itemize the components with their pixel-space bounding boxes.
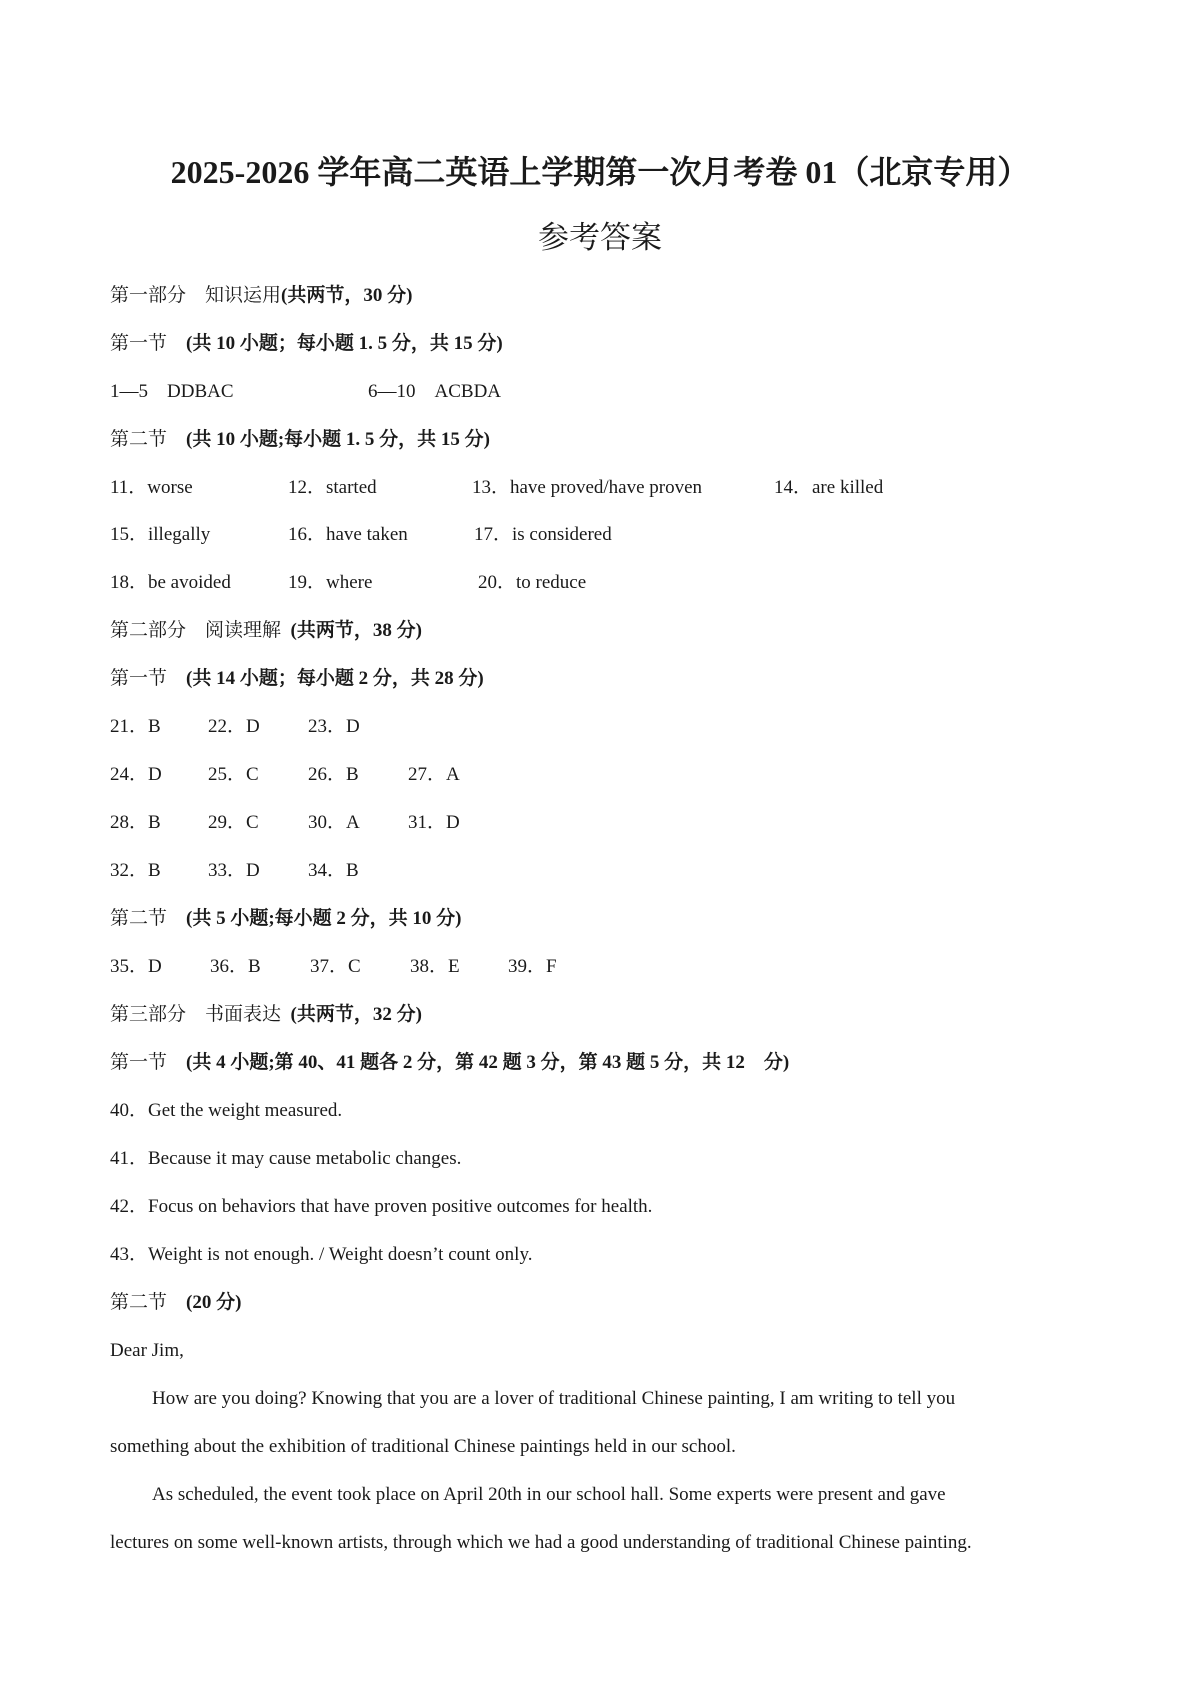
part2-sec1-label: 第一节 <box>110 668 168 689</box>
letter-line-1: How are you doing? Knowing that you are a lover of traditional Chinese painting, I am writing to tell you <box>152 1388 956 1409</box>
answer-12: 12．started <box>288 477 377 498</box>
part1-heading-score: (共两节，30 分) <box>281 285 413 306</box>
answer-37: 37．C <box>310 956 361 977</box>
answer-15: 15．illegally <box>110 524 211 545</box>
part1-sec1-label: 第一节 <box>110 333 168 354</box>
answer-16: 16．have taken <box>288 524 408 545</box>
answer-27: 27．A <box>408 764 460 785</box>
answer-42: 42．Focus on behaviors that have proven positive outcomes for health. <box>110 1196 653 1217</box>
answer-23: 23．D <box>308 716 360 737</box>
answer-43: 43．Weight is not enough. / Weight doesn’t count only. <box>110 1244 533 1265</box>
answer-18: 18．be avoided <box>110 572 231 593</box>
part3-sec1-heading <box>110 1050 789 1076</box>
part2-heading-score: (共两节，38 分) <box>290 620 422 641</box>
part1-sec2-score: (共 10 小题;每小题 1. 5 分，共 15 分) <box>186 429 490 450</box>
part1-sec1-score: (共 10 小题；每小题 1. 5 分，共 15 分) <box>186 333 503 354</box>
answer-34: 34．B <box>308 860 359 881</box>
letter-salutation: Dear Jim, <box>110 1340 184 1361</box>
letter-line-4: lectures on some well-known artists, through which we had a good understanding of traditional Chinese painting. <box>110 1532 972 1553</box>
answer-17: 17．is considered <box>474 524 612 545</box>
answer-36: 36．B <box>210 956 261 977</box>
part2-heading-label: 第二部分 阅读理解 <box>110 620 282 641</box>
answer-24: 24．D <box>110 764 162 785</box>
part1-heading-label: 第一部分 知识运用 <box>110 285 282 306</box>
answer-21: 21．B <box>110 716 161 737</box>
answer-40: 40．Get the weight measured. <box>110 1100 343 1121</box>
answer-19: 19．where <box>288 572 373 593</box>
part3-sec2-score: (20 分) <box>186 1292 242 1313</box>
answer-28: 28．B <box>110 812 161 833</box>
part3-sec1-score: (共 4 小题;第 40、41 题各 2 分，第 42 题 3 分，第 43 题 5 分，共 12 分) <box>186 1052 790 1073</box>
part1-sec2-label: 第二节 <box>110 429 168 450</box>
letter-line-3: As scheduled, the event took place on April 20th in our school hall. Some experts were present and gave <box>152 1484 946 1505</box>
answer-29: 29．C <box>208 812 259 833</box>
part3-sec2-heading <box>110 1290 241 1316</box>
part3-heading-score: (共两节，32 分) <box>290 1004 422 1025</box>
answer-33: 33．D <box>208 860 260 881</box>
answer-35: 35．D <box>110 956 162 977</box>
part2-sec2-label: 第二节 <box>110 908 168 929</box>
answer-31: 31．D <box>408 812 460 833</box>
part3-heading <box>110 1002 422 1028</box>
letter-line-2: something about the exhibition of traditional Chinese paintings held in our school. <box>110 1436 736 1457</box>
part2-sec1-score: (共 14 小题；每小题 2 分，共 28 分) <box>186 668 484 689</box>
page-subtitle: 参考答案 <box>538 220 662 255</box>
part1-sec1-answer-group-1: 1—5 DDBAC <box>110 381 234 402</box>
answer-38: 38．E <box>410 956 460 977</box>
part2-heading <box>110 618 422 644</box>
answer-13: 13．have proved/have proven <box>472 477 703 498</box>
answer-30: 30．A <box>308 812 360 833</box>
answer-25: 25．C <box>208 764 259 785</box>
answer-20: 20．to reduce <box>478 572 587 593</box>
answer-14: 14．are killed <box>774 477 884 498</box>
answer-32: 32．B <box>110 860 161 881</box>
answer-41: 41．Because it may cause metabolic changes. <box>110 1148 462 1169</box>
answer-11: 11．worse <box>110 477 193 498</box>
answer-26: 26．B <box>308 764 359 785</box>
part2-sec2-heading <box>110 906 462 932</box>
page-title: 2025-2026 学年高二英语上学期第一次月考卷 01（北京专用） <box>170 154 1030 190</box>
part3-sec2-label: 第二节 <box>110 1292 168 1313</box>
part3-sec1-label: 第一节 <box>110 1052 168 1073</box>
part1-heading <box>110 283 412 309</box>
part2-sec1-heading <box>110 666 484 692</box>
answer-39: 39．F <box>508 956 557 977</box>
answer-22: 22．D <box>208 716 260 737</box>
part2-sec2-score: (共 5 小题;每小题 2 分，共 10 分) <box>186 908 462 929</box>
part3-heading-label: 第三部分 书面表达 <box>110 1004 282 1025</box>
part1-sec1-answer-group-2: 6—10 ACBDA <box>368 381 502 402</box>
part1-sec2-heading <box>110 427 490 453</box>
part1-sec1-heading <box>110 331 503 357</box>
